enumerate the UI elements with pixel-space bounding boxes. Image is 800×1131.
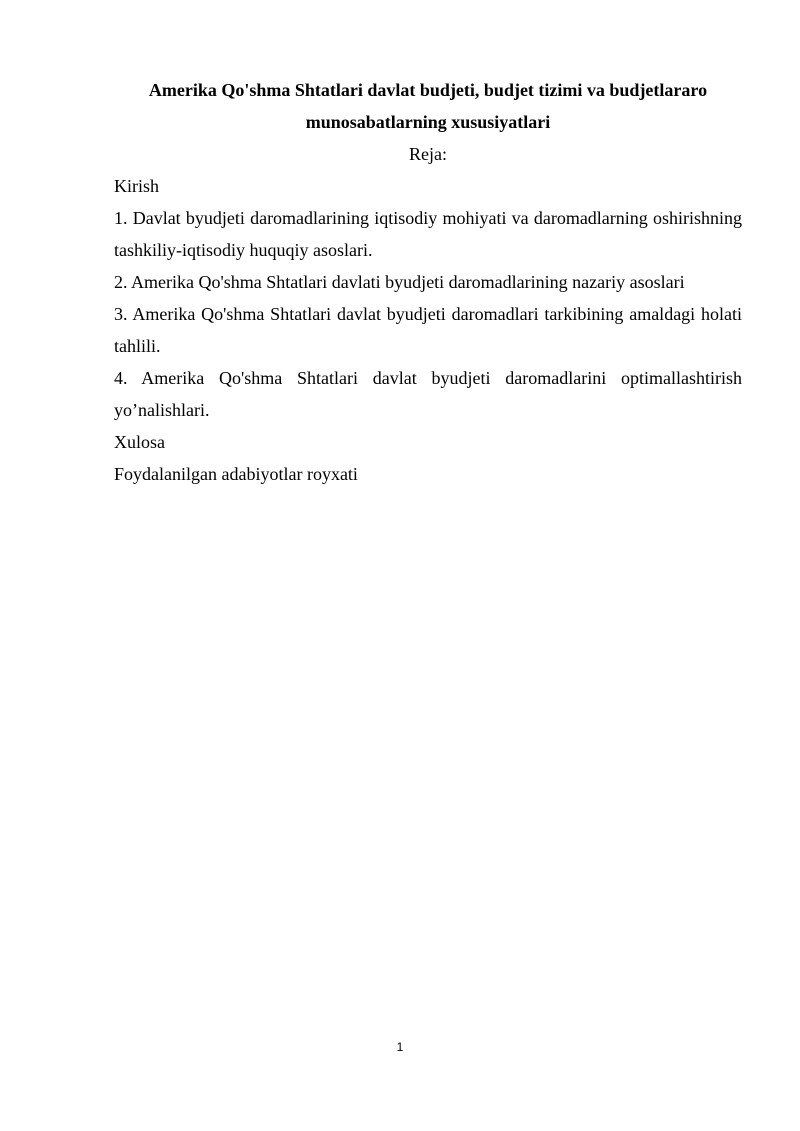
plan-item-4: 4. Amerika Qo'shma Shtatlari davlat byudjeti daromadlarini optimallashtirish yo’nalishlari.: [114, 368, 742, 420]
plan-item-intro: Kirish: [114, 176, 159, 196]
plan-heading: Reja:: [409, 144, 447, 164]
document-title: Amerika Qo'shma Shtatlari davlat budjeti, budjet tizimi va budjetlararo munosabatlarning xususiyatlari: [148, 80, 708, 132]
plan-item-3: 3. Amerika Qo'shma Shtatlari davlat byudjeti daromadlari tarkibining amaldagi holati tahlili.: [114, 304, 742, 356]
plan-list: [114, 170, 742, 490]
plan-item-references: Foydalanilgan adabiyotlar royxati: [114, 464, 358, 484]
document-content: [114, 74, 742, 490]
page-number: 1: [396, 1040, 404, 1054]
plan-item-1: 1. Davlat byudjeti daromadlarining iqtisodiy mohiyati va daromadlarning oshirishning tashkiliy-iqtisodiy huquqiy asoslari.: [114, 208, 742, 260]
plan-item-2: 2. Amerika Qo'shma Shtatlari davlati byudjeti daromadlarining nazariy asoslari: [114, 272, 685, 292]
plan-item-conclusion: Xulosa: [114, 432, 165, 452]
